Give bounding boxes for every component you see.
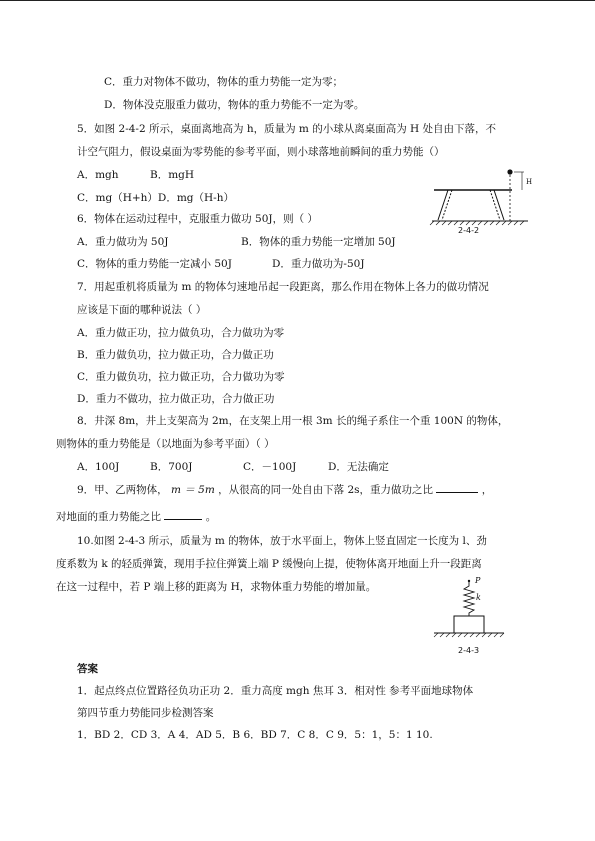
spring [464, 582, 474, 616]
option-b-q6: B．物体的重力势能一定增加 50J [241, 236, 396, 248]
option-a-q5: A．mgh [77, 169, 119, 181]
answers-line3: 1．BD 2．CD 3．A 4．AD 5．B 6．BD 7．C 8．C 9．5：1，5：1 10. [77, 729, 433, 741]
label-P: P [475, 576, 481, 585]
option-c-q6: C．物体的重力势能一定减小 50J [77, 258, 232, 270]
option-cd-q5: C．mg（H+h）D．mg（H-h） [77, 192, 234, 204]
option-b-q5: B．mgH [150, 169, 195, 181]
question-9b-suffix: 。 [205, 511, 217, 523]
question-5-line1: 5．如图 2-4-2 所示，桌面离地高为 h，质量为 m 的小球从离桌面高为 H 处自由下落，不 [77, 123, 497, 135]
question-6: 6．物体在运动过程中，克服重力做功 50J，则（ ） [77, 213, 318, 225]
question-10-line1: 10.如图 2-4-3 所示，质量为 m 的物体，放于水平面上，物体上竖直固定一长度为 l、劲 [77, 535, 487, 547]
ground-hatch [430, 221, 524, 225]
question-9-line1 [77, 482, 492, 497]
option-d-q7: D．重力不做功，拉力做正功，合力做正功 [77, 393, 275, 405]
question-9-line2 [56, 509, 216, 524]
question-5-line2: 计空气阻力，假设桌面为零势能的参考平面，则小球落地前瞬间的重力势能（） [77, 146, 445, 158]
point-P [468, 580, 470, 582]
question-7-line2: 应该是下面的哪种说法（ ） [77, 304, 207, 316]
option-c-q8: C．－100J [243, 461, 297, 473]
question-8-line1: 8．井深 8m，井上支架高为 2m，在支架上用一根 3m 长的绳子系住一个重 100N 的物体， [77, 415, 509, 427]
answers-line1: 1．起点终点位置路径负功正功 2．重力高度 mgh 焦耳 3．相对性 参考平面地球物体 [77, 685, 474, 697]
option-d-q8: D．无法确定 [328, 461, 389, 473]
question-9-prefix: 9．甲、乙两物体， [77, 484, 168, 496]
ball [507, 169, 512, 174]
question-10-line2: 度系数为 k 的轻质弹簧，现用手拉住弹簧上端 P 缓慢向上提，使物体离开地面上升一段距离 [56, 558, 482, 570]
question-9-formula: m ＝ 5m [171, 484, 215, 496]
answer-blank-work-ratio[interactable] [436, 482, 478, 493]
option-b-q7: B．重力做负功，拉力做正功，合力做正功 [77, 349, 274, 361]
option-c-q4: C．重力对物体不做功，物体的重力势能一定为零； [104, 76, 344, 88]
option-d-q6: D．重力做功为-50J [272, 258, 365, 270]
answers-line2: 第四节重力势能同步检测答案 [77, 707, 214, 719]
question-7-line1: 7．用起重机将质量为 m 的物体匀速地吊起一段距离，那么作用在物体上各力的做功情况 [77, 281, 489, 293]
label-k: k [476, 593, 481, 602]
option-d-q4: D．物体没克服重力做功，物体的重力势能不一定为零。 [104, 99, 365, 111]
figure-2-4-2-caption: 2-4-2 [458, 226, 480, 235]
block [454, 616, 484, 633]
option-a-q7: A．重力做正功，拉力做负功，合力做功为零 [77, 327, 285, 339]
figure-2-4-3-caption: 2-4-3 [458, 646, 480, 655]
answers-heading: 答案 [77, 663, 98, 675]
answer-blank-energy-ratio[interactable] [164, 509, 202, 520]
floor-hatch [434, 633, 504, 637]
figure-2-4-3 [428, 572, 508, 660]
question-9-mid: ，从很高的同一处自由下落 2s，重力做功之比 [218, 484, 434, 496]
label-height-H: H [526, 178, 533, 186]
figure-2-4-2 [428, 166, 540, 238]
option-c-q7: C．重力做负功，拉力做正功，合力做功为零 [77, 371, 285, 383]
page-top-rule [0, 0, 595, 1]
question-8-line2: 则物体的重力势能是（以地面为参考平面）（ ） [56, 438, 275, 450]
question-9-suffix: ， [481, 484, 493, 496]
option-a-q8: A．100J [77, 461, 120, 473]
option-b-q8: B．700J [150, 461, 193, 473]
question-9b-prefix: 对地面的重力势能之比 [56, 511, 161, 523]
question-10-line3: 在这一过程中，若 P 端上移的距离为 H，求物体重力势能的增加量。 [56, 581, 377, 593]
option-a-q6: A．重力做功为 50J [77, 236, 169, 248]
